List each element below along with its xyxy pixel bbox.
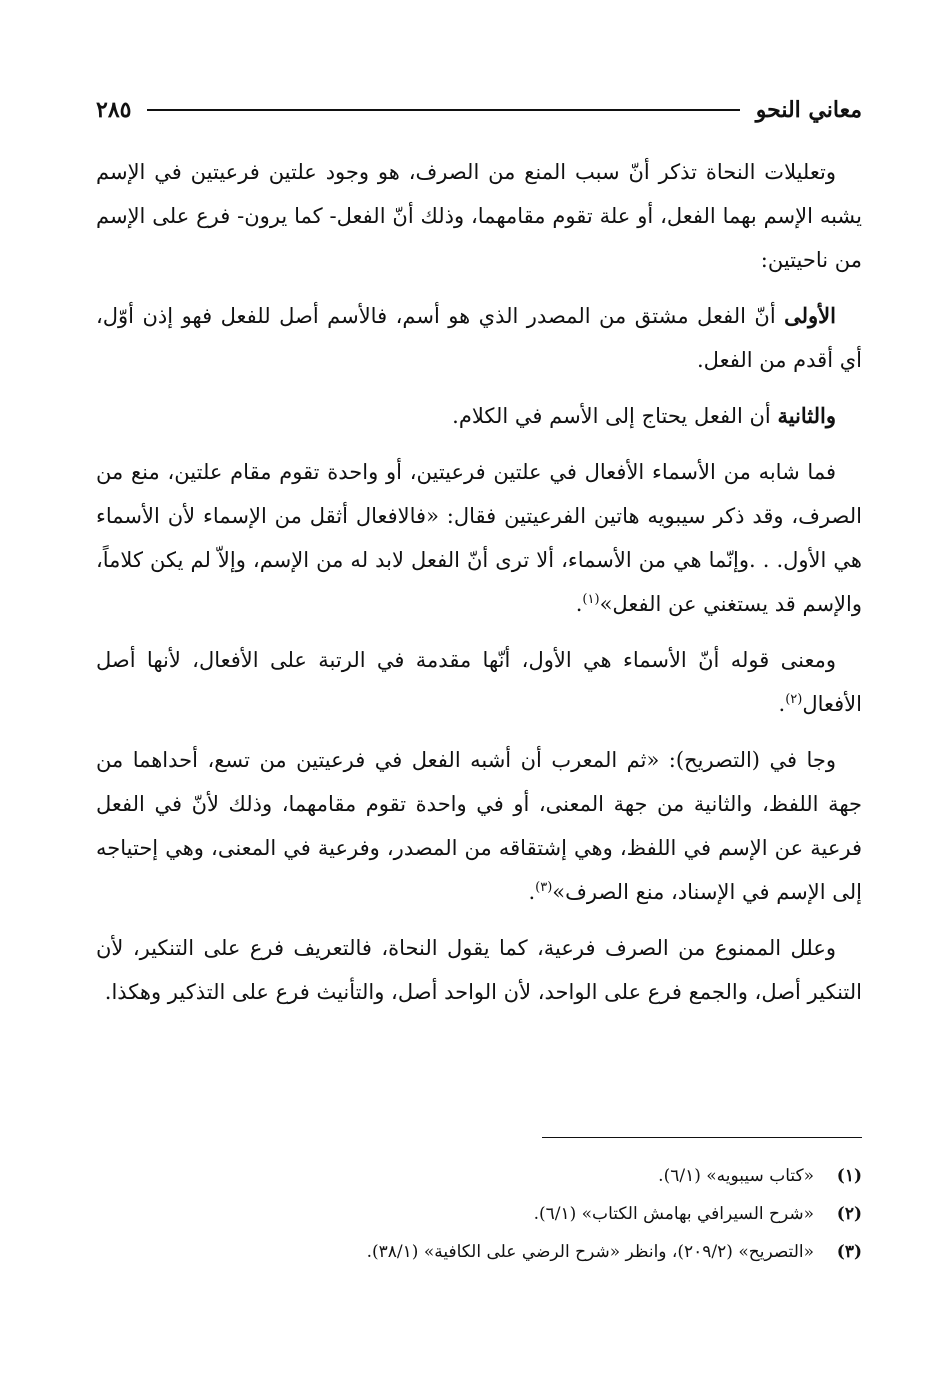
paragraph-tail: . [528,880,536,904]
footnote-ref: (١) [582,592,600,607]
paragraph-text: وتعليلات النحاة تذكر أنّ سبب المنع من الصرف، هو وجود علتين فرعيتين في الإسم يشبه الإسم بهما الفعل، أو علة تقوم مقامهما، وذلك أنّ الفعل- كما يرون- فرع على الإسم من ناحيتين: [96,160,862,272]
footnote-text: «كتاب سيبويه» (٦/١). [658,1166,814,1186]
footnote [96,1195,862,1233]
paragraph-lead: والثانية [777,403,836,428]
footnote [96,1233,862,1271]
paragraph-lead: الأولى [784,303,836,328]
footnote-ref: (٣) [535,880,553,895]
page-number: ٢٨٥ [96,97,132,123]
paragraph-text: ومعنى قوله أنّ الأسماء هي الأول، أنّها مقدمة في الرتبة على الأفعال، لأنها أصل الأفعال [96,648,862,716]
body-text [96,150,862,1026]
footnote-number: (٢) [836,1204,862,1224]
footnote-text: «التصريح» (٢٠٩/٢)، وانظر «شرح الرضي على الكافية» (٣٨/١). [366,1242,814,1262]
paragraph-tail: . [575,592,583,616]
paragraph [96,150,862,282]
footnotes [96,1157,862,1271]
footnote-text: «شرح السيرافي بهامش الكتاب» (٦/١). [533,1204,814,1224]
paragraph [96,450,862,626]
paragraph [96,738,862,914]
footnote-number: (٣) [836,1242,862,1262]
paragraph-text: أنّ الفعل مشتق من المصدر الذي هو أسم، فالأسم أصل للفعل فهو إذن أوّل، أي أقدم من الفعل. [96,304,862,372]
paragraph-tail: . [778,692,786,716]
footnote [96,1157,862,1195]
header-rule [147,109,739,111]
paragraph [96,638,862,726]
paragraph [96,926,862,1014]
paragraph-text: أن الفعل يحتاج إلى الأسم في الكلام. [452,404,778,428]
paragraph-text: وعلل الممنوع من الصرف فرعية، كما يقول النحاة، فالتعريف فرع على التنكير، لأن التنكير أصل، والجمع فرع على الواحد، لأن الواحد أصل، والتأنيث فرع على التذكير وهكذا. [96,936,862,1004]
running-header [96,90,862,130]
footnote-ref: (٢) [785,692,803,707]
running-title: معاني النحو [755,97,862,123]
book-page [96,0,862,1393]
paragraph-text: فما شابه من الأسماء الأفعال في علتين فرعيتين، أو واحدة تقوم مقام علتين، منع من الصرف، وقد ذكر سيبويه هاتين الفرعيتين فقال: «فالافعال أثقل من الإسماء لأن الأسماء هي الأول. . .وإنّما هي من الأسماء، ألا ترى أنّ الفعل لابد له من الإسم، وإلاّ لم يكن كلاماً، والإسم قد يستغني عن الفعل» [96,460,862,616]
paragraph [96,394,862,438]
footnote-separator [542,1137,862,1138]
footnote-number: (١) [836,1166,862,1186]
paragraph-text: وجا في (التصريح): «ثم المعرب أن أشبه الفعل في فرعيتين من تسع، أحداهما من جهة اللفظ، والثانية من جهة المعنى، أو في واحدة تقوم مقامهما، وذلك لأنّ في الفعل فرعية عن الإسم في اللفظ، وهي إشتقاقه من المصدر، وفرعية في المعنى، وهي إحتياجه إلى الإسم في الإسناد، منع الصرف» [96,748,862,904]
paragraph [96,294,862,382]
